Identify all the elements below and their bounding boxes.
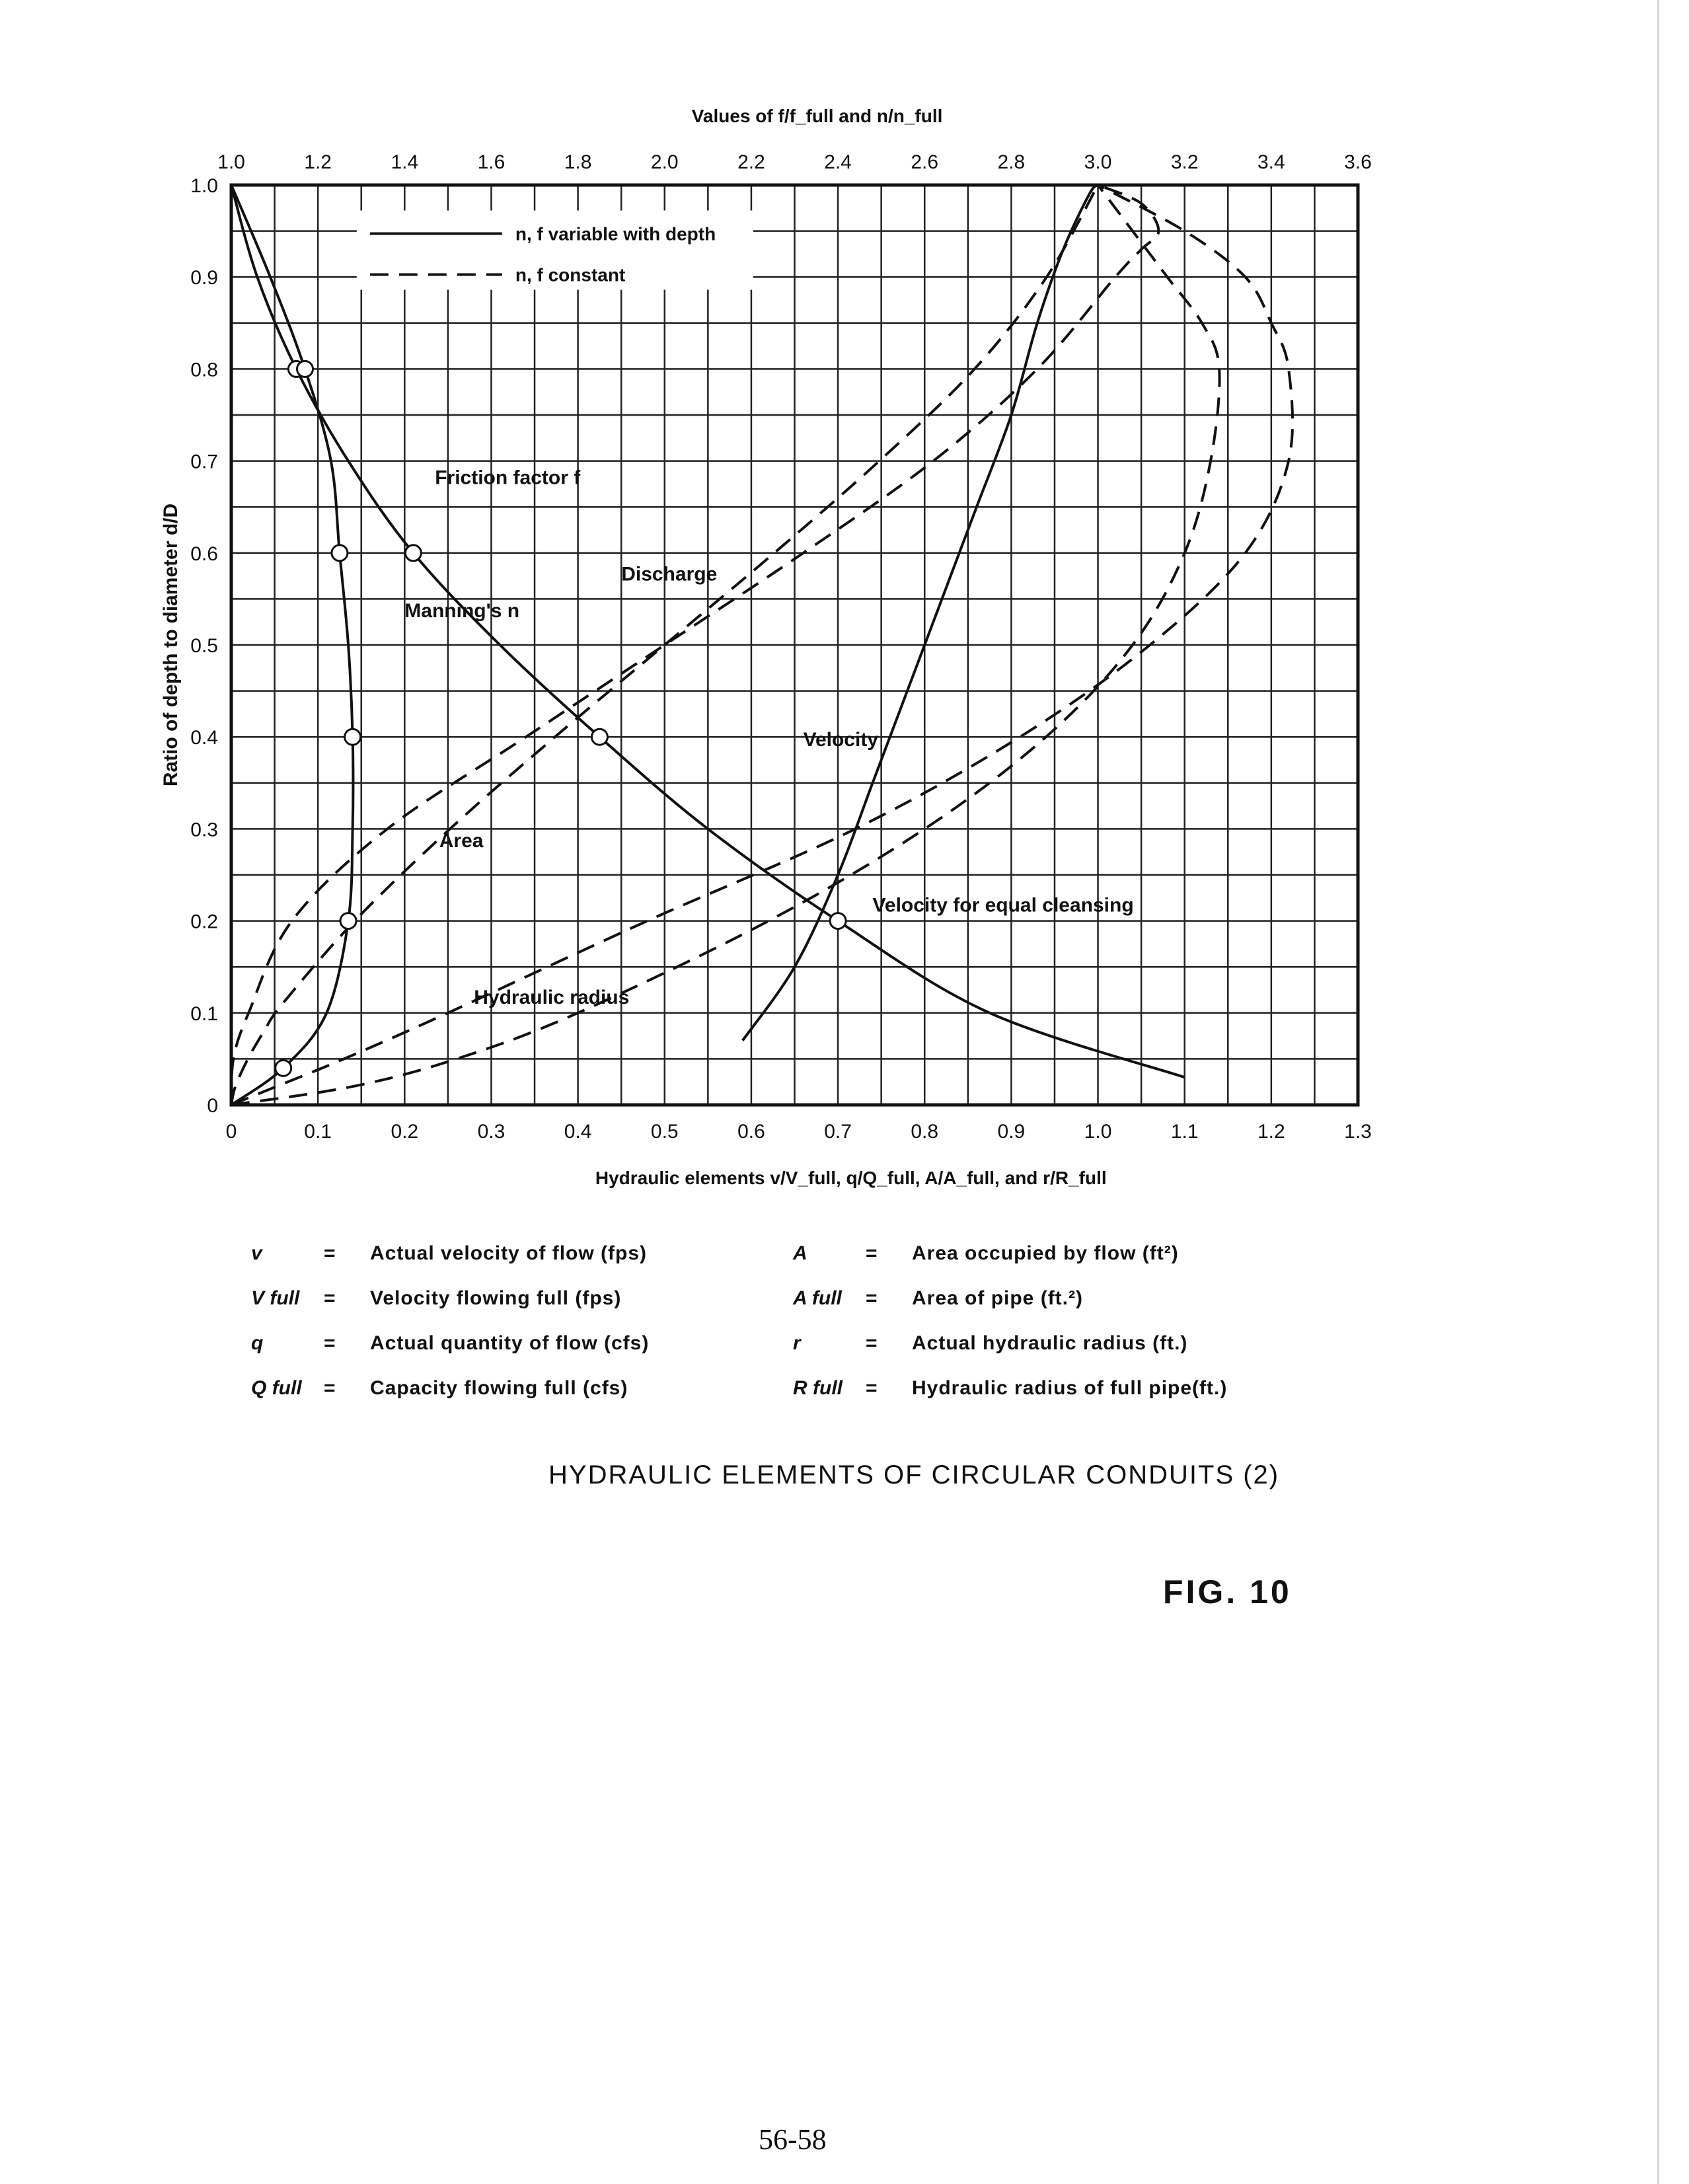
x2-tick-label: 1.6 (477, 151, 506, 173)
definition-symbol: v (251, 1242, 262, 1264)
x2-tick-label: 3.0 (1084, 151, 1112, 173)
definition-text: Actual velocity of flow (fps) (370, 1242, 648, 1264)
x-tick-label: 0.4 (564, 1121, 592, 1143)
x-tick-label: 0.7 (824, 1121, 852, 1143)
x-tick-label: 1.2 (1257, 1121, 1285, 1143)
curve-annotation: Velocity for equal cleansing (872, 894, 1134, 917)
curve-annotation: Area (439, 830, 484, 852)
x-axis-label: Hydraulic elements v/V_full, q/Q_full, A/A_full, and r/R_full (595, 1168, 1107, 1188)
definition-symbol: A (793, 1242, 807, 1264)
definition-text: Capacity flowing full (cfs) (370, 1377, 628, 1399)
x-tick-label: 0 (225, 1121, 237, 1143)
data-point-marker (340, 913, 356, 929)
definition-symbol: A full (793, 1287, 842, 1309)
definition-symbol: q (251, 1332, 264, 1354)
definition-text: Actual quantity of flow (cfs) (370, 1332, 650, 1354)
y-axis-label: Ratio of depth to diameter d/D (160, 503, 182, 787)
definition-equals: = (324, 1332, 336, 1354)
data-point-marker (591, 729, 607, 745)
legend-label: n, f variable with depth (515, 223, 716, 245)
y-tick-label: 0.1 (190, 1002, 218, 1025)
definition-text: Velocity flowing full (fps) (370, 1287, 622, 1309)
x2-tick-label: 2.2 (737, 151, 765, 173)
curve-annotation: Friction factor f (435, 467, 581, 489)
definition-symbol: R full (793, 1377, 843, 1399)
x-tick-label: 0.3 (477, 1121, 506, 1143)
x2-tick-label: 2.8 (997, 151, 1026, 173)
x2-tick-label: 1.2 (304, 151, 332, 173)
data-point-marker (332, 545, 348, 561)
data-point-marker (405, 545, 421, 561)
y-tick-label: 0.3 (190, 819, 218, 841)
x-tick-label: 0.5 (650, 1121, 679, 1143)
definition-equals: = (866, 1332, 878, 1354)
x-tick-label: 1.3 (1344, 1121, 1372, 1143)
y-tick-label: 0.4 (190, 727, 218, 749)
y-tick-label: 0.8 (190, 359, 218, 381)
curve-annotation: Hydraulic radius (474, 986, 630, 1008)
chart-axes (160, 106, 1372, 1188)
x2-tick-label: 2.0 (650, 151, 679, 173)
definition-text: Area occupied by flow (ft²) (912, 1242, 1179, 1264)
definition-symbol: Q full (251, 1377, 302, 1399)
definition-equals: = (324, 1242, 336, 1264)
y-tick-label: 0 (207, 1095, 218, 1117)
definition-equals: = (866, 1287, 878, 1309)
x-tick-label: 0.9 (997, 1121, 1026, 1143)
data-point-marker (276, 1060, 291, 1076)
x-tick-label: 0.2 (391, 1121, 419, 1143)
x-tick-label: 0.1 (304, 1121, 332, 1143)
x2-tick-label: 1.4 (391, 151, 419, 173)
x2-tick-label: 1.8 (564, 151, 592, 173)
y-tick-label: 0.6 (190, 543, 218, 565)
definition-equals: = (866, 1242, 878, 1264)
curve-annotation: Velocity (803, 729, 879, 751)
x2-tick-label: 1.0 (217, 151, 245, 173)
page-number: 56-58 (759, 2123, 827, 2156)
figure-label: FIG. 10 (1163, 1573, 1292, 1610)
y-tick-label: 0.2 (190, 911, 218, 933)
curve-annotation: Manning's n (404, 600, 520, 622)
data-point-marker (297, 361, 313, 377)
legend-label: n, f constant (515, 264, 626, 285)
definition-symbol: r (793, 1332, 801, 1354)
definition-equals: = (324, 1287, 336, 1309)
x-tick-label: 0.6 (737, 1121, 765, 1143)
x2-tick-label: 2.6 (911, 151, 939, 173)
x-tick-label: 1.0 (1084, 1121, 1112, 1143)
x2-tick-label: 3.6 (1344, 151, 1372, 173)
y-tick-label: 0.7 (190, 451, 218, 473)
curve-annotation: Discharge (621, 563, 718, 585)
data-point-marker (830, 913, 846, 929)
x2-tick-label: 3.4 (1257, 151, 1285, 173)
x2-axis-label: Values of f/f_full and n/n_full (691, 106, 943, 126)
x2-tick-label: 3.2 (1170, 151, 1199, 173)
x2-tick-label: 2.4 (824, 151, 852, 173)
definition-text: Area of pipe (ft.²) (912, 1287, 1083, 1309)
y-tick-label: 0.9 (190, 267, 218, 289)
x-tick-label: 1.1 (1170, 1121, 1199, 1143)
definition-equals: = (324, 1377, 336, 1399)
y-tick-label: 1.0 (190, 175, 218, 197)
chart-labels (357, 211, 1134, 1008)
y-tick-label: 0.5 (190, 635, 218, 657)
figure-caption: HYDRAULIC ELEMENTS OF CIRCULAR CONDUITS (2) (548, 1460, 1280, 1489)
definition-text: Actual hydraulic radius (ft.) (912, 1332, 1188, 1354)
data-point-marker (345, 729, 361, 745)
definition-text: Hydraulic radius of full pipe(ft.) (912, 1377, 1228, 1399)
x-tick-label: 0.8 (911, 1121, 939, 1143)
definition-equals: = (866, 1377, 878, 1399)
definition-symbol: V full (251, 1287, 300, 1309)
